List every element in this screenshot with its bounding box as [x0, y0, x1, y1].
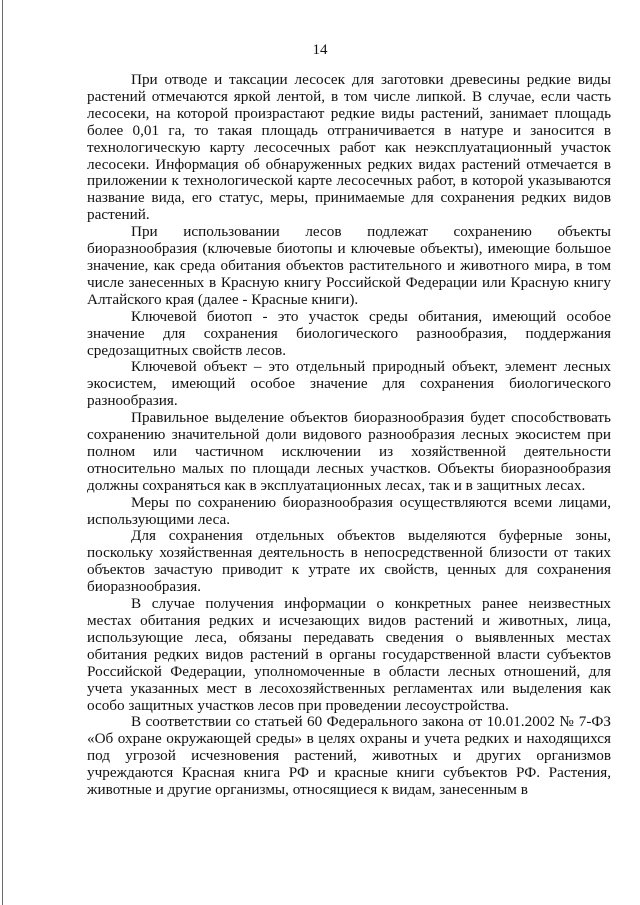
paragraph-federal-law: В соответствии со статьей 60 Федерального закона от 10.01.2002 № 7-ФЗ «Об охране окружающей среды» в целях охраны и учета редких и находящихся под угрозой исчезновения растений, животных и других организмов учреждаются Красная книга РФ и красные книги субъектов РФ. Растения, животные и другие организмы, относящиеся к видам, занесенным в: [87, 713, 611, 799]
paragraph-rare-plants-marking: При отводе и таксации лесосек для заготовки древесины редкие виды растений отмечаются яркой лентой, в том числе липкой. В случае, если часть лесосеки, на которой произрастают редкие виды растений, занимает площадь более 0,01 га, то такая площадь отграничивается в натуре и заносится в технологическую карту лесосечных работ как неэксплуатационный участок лесосеки. Информация об обнаруженных редких видах растений отмечается в приложении к технологической карте лесосечных работ, в которой указываются название вида, его статус, меры, принимаемые для сохранения редких видов растений.: [87, 71, 611, 224]
paragraph-habitat-reporting: В случае получения информации о конкретных ранее неизвестных местах обитания редких и исчезающих видов растений и животных, лица, использующие леса, обязаны передавать сведения о выявленных местах обитания редких видов растений в органы государственной власти субъектов Российской Федерации, уполномоченные в области лесных отношений, для учета указанных мест в лесохозяйственных регламентах или выделения как особо защитных участков лесов при проведении лесоустройства.: [87, 595, 611, 714]
paragraph-correct-selection: Правильное выделение объектов биоразнообразия будет способствовать сохранению значительной доли видового разнообразия лесных экосистем при полном или частичном исключении из хозяйственной деятельности относительно малых по площади лесных участков. Объекты биоразнообразия должны сохраняться как в эксплуатационных лесах, так и в защитных лесах.: [87, 409, 611, 494]
body-text: [87, 72, 611, 799]
paragraph-conservation-measures: Меры по сохранению биоразнообразия осуществляются всеми лицами, использующими леса.: [87, 493, 611, 528]
scan-edge-line: [2, 0, 3, 905]
page-number: 14: [312, 42, 328, 58]
paragraph-key-object: Ключевой объект – это отдельный природный объект, элемент лесных экосистем, имеющий особое значение для сохранения биологического разнообразия.: [87, 358, 611, 410]
paragraph-buffer-zones: Для сохранения отдельных объектов выделяются буферные зоны, поскольку хозяйственная деятельность в непосредственной близости от таких объектов зачастую приводит к утрате их свойств, ценных для сохранения биоразнообразия.: [87, 527, 611, 596]
paragraph-key-biotope: Ключевой биотоп - это участок среды обитания, имеющий особое значение для сохранения биологического разнообразия, поддержания средозащитных свойств лесов.: [87, 307, 611, 359]
paragraph-biodiversity-objects: При использовании лесов подлежат сохранению объекты биоразнообразия (ключевые биотопы и ключевые объекты), имеющие большое значение, как среда обитания объектов растительного и животного мира, в том числе занесенных в Красную книгу Российской Федерации или Красную книгу Алтайского края (далее - Красные книги).: [87, 223, 611, 308]
